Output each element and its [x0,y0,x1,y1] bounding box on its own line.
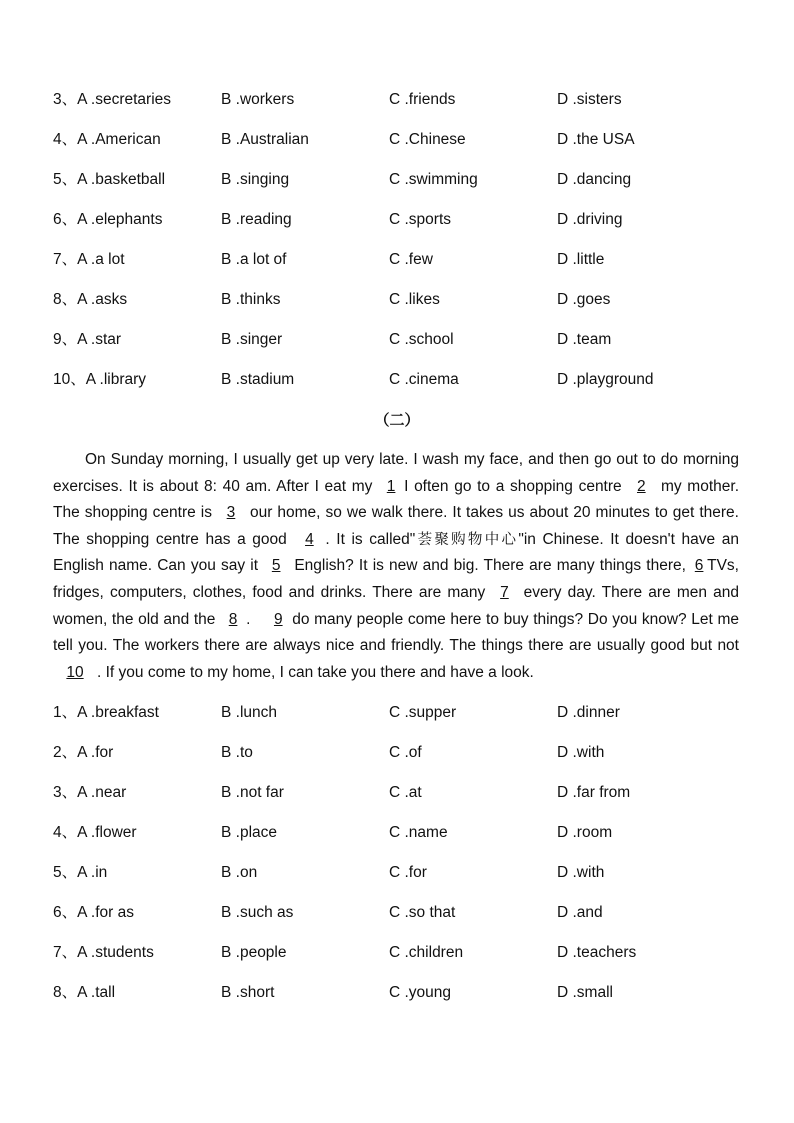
question-number-and-option-a: 2、A .for [53,744,114,761]
option-b: B .stadium [221,371,295,388]
option-d: D .team [557,331,612,348]
option-c: C .so that [389,904,456,921]
option-c: C .friends [389,91,456,108]
option-b: B .Australian [221,131,309,148]
option-b: B .not far [221,784,284,801]
blank-5: 5 [271,557,281,575]
passage-text: my mother. The shopping centre is [53,477,739,522]
question-row [0,168,794,192]
question-number-and-option-a: 3、A .secretaries [53,91,172,108]
question-number-and-option-a: 5、A .in [53,864,108,881]
passage-text: . [246,610,265,628]
option-d: D .the USA [557,131,635,148]
passage-text: "in Chinese. It doesn't have an English name. Can you say it [53,530,739,575]
option-c: C .cinema [389,371,459,388]
option-d: D .with [557,744,605,761]
question-number-and-option-a: 1、A .breakfast [53,704,159,721]
passage-text: . It is called" [325,530,416,548]
option-c: C .school [389,331,454,348]
option-d: D .dinner [557,704,620,721]
passage-text: English? It is new and big. There are many things there, [289,557,692,575]
option-b: B .place [221,824,278,841]
question-row [0,368,794,392]
option-d: D .goes [557,291,611,308]
question-row [0,821,794,845]
question-number-and-option-a: 3、A .near [53,784,127,801]
question-number-and-option-a: 7、A .students [53,944,154,961]
option-c: C .swimming [389,171,478,188]
option-b: B .thinks [221,291,281,308]
question-number-and-option-a: 4、A .flower [53,824,137,841]
option-b: B .lunch [221,704,278,721]
question-number-and-option-a: 6、A .elephants [53,211,163,228]
blank-9: 9 [273,610,283,628]
question-row [0,901,794,925]
option-c: C .of [389,744,422,761]
question-row [0,981,794,1005]
question-number-and-option-a: 8、A .tall [53,984,116,1001]
question-number-and-option-a: 7、A .a lot [53,251,125,268]
passage-text: On Sunday morning, I usually get up very late. I wash my face, and then go out to do morning exercises. It is about 8: 40 am. After I eat my [53,451,739,495]
chinese-name: 荟聚购物中心 [415,531,519,548]
question-number-and-option-a: 6、A .for as [53,904,134,921]
question-row [0,781,794,805]
passage-text: our home, so we walk there. It takes us about 20 minutes to get there. The shopping centre has a good [53,504,739,548]
option-c: C .at [389,784,422,801]
passage-text: TVs, fridges, computers, clothes, food and drinks. There are many [53,557,739,601]
option-b: B .a lot of [221,251,287,268]
blank-2: 2 [637,477,646,495]
option-d: D .far from [557,784,631,801]
option-d: D .driving [557,211,623,228]
question-row [0,208,794,232]
section-title: （二） [374,411,420,429]
question-row [0,701,794,725]
option-c: C .young [389,984,452,1001]
blank-6: 6 [694,557,704,575]
passage-text: . If you come to my home, I can take you there and have a look. [97,663,534,681]
blank-4: 4 [305,530,314,548]
blank-10: 10 [66,663,84,681]
option-c: C .supper [389,704,457,721]
question-row [0,328,794,352]
option-b: B .singing [221,171,290,188]
option-b: B .people [221,944,287,961]
question-row [0,248,794,272]
option-c: C .few [389,251,433,268]
question-row [0,128,794,152]
option-b: B .reading [221,211,292,228]
blank-8: 8 [228,610,238,628]
passage-text: do many people come here to buy things? Do you know? Let me tell you. The workers there are always nice and friendly. The things there are usually good but not [53,610,739,655]
option-c: C .likes [389,291,440,308]
option-b: B .such as [221,904,294,921]
question-number-and-option-a: 9、A .star [53,331,122,348]
option-c: C .sports [389,211,452,228]
question-number-and-option-a: 4、A .American [53,131,161,148]
passage-text: I often go to a shopping centre [404,477,628,495]
blank-7: 7 [500,583,509,601]
question-row [0,88,794,112]
question-row [0,941,794,965]
question-number-and-option-a: 5、A .basketball [53,171,166,188]
question-row [0,861,794,885]
option-b: B .workers [221,91,295,108]
passage-text: every day. There are men and women, the old and the [53,583,739,628]
question-number-and-option-a: 10、A .library [53,371,147,388]
option-c: C .Chinese [389,131,466,148]
cloze-passage [53,447,739,686]
option-d: D .little [557,251,605,268]
option-d: D .room [557,824,613,841]
option-d: D .sisters [557,91,622,108]
option-d: D .teachers [557,944,637,961]
option-d: D .playground [557,371,654,388]
question-row [0,288,794,312]
option-b: B .on [221,864,258,881]
option-d: D .with [557,864,605,881]
option-d: D .small [557,984,613,1001]
option-c: C .name [389,824,448,841]
question-row [0,741,794,765]
option-b: B .short [221,984,275,1001]
option-c: C .children [389,944,464,961]
option-d: D .dancing [557,171,632,188]
option-b: B .to [221,744,253,761]
option-b: B .singer [221,331,283,348]
blank-3: 3 [226,504,236,522]
question-number-and-option-a: 8、A .asks [53,291,128,308]
option-d: D .and [557,904,603,921]
blank-1: 1 [386,477,396,495]
option-c: C .for [389,864,427,881]
